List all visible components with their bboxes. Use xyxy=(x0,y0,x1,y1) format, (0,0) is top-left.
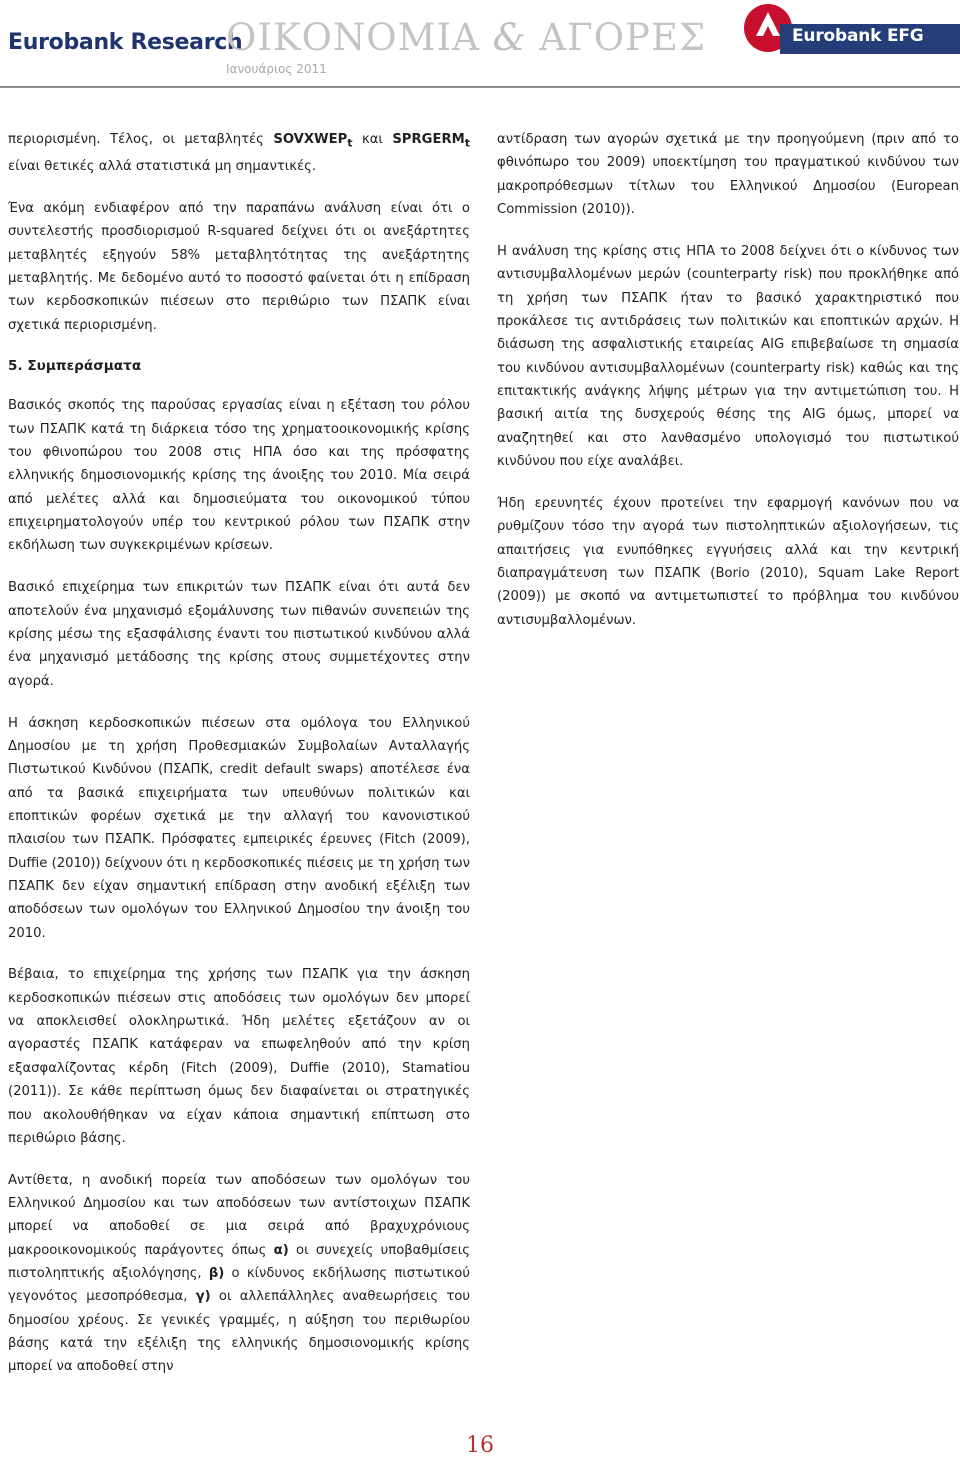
publication-date: Ιανουάριος 2011 xyxy=(226,62,327,76)
paragraph-3: Ήδη ερευνητές έχουν προτείνει την εφαρμογή κανόνων που να ρυθμίζουν τόσο την αγορά των πιστοληπτικών αξιολογήσεων, τις απαιτήσεις για ενυπόθηκες εγγυήσεις αλλά και την κεντρική διαπραγμάτευση των ΠΣΑΠΚ (Borio (2010), Squam Lake Report (2009)) με σκοπό να αντιμετωπιστεί το πρόβλημα του κινδύνου αντισυμβαλλομένων. xyxy=(497,495,959,628)
paragraph-5: Η άσκηση κερδοσκοπικών πιέσεων στα ομόλογα του Ελληνικού Δημοσίου με τη χρήση Προθεσμιακών Συμβολαίων Ανταλλαγής Πιστωτικού Κινδύνου (ΠΣΑΠΚ, credit default swaps) αποτέλεσε ένα από τα βασικά επιχειρήματα των υπευθύνων πολιτικών και εποπτικών φορέων σχετικά με την αλλαγή του κανονιστικού πλαισίου των ΠΣΑΠΚ. Πρόσφατες εμπειρικές έρευνες (Fitch (2009), Duffie (2010)) δείχνουν ότι η κερδοσκοπικές πιέσεις με τη χρήση των ΠΣΑΠΚ δεν είχαν σημαντική επίδραση στην ανοδική εξέλιξη των αποδόσεων των ομολόγων του Ελληνικού Δημοσίου την άνοιξη του 2010. xyxy=(8,715,470,941)
page-number: 16 xyxy=(466,1433,494,1458)
header-divider xyxy=(0,86,960,88)
logo-text: Eurobank EFG xyxy=(792,26,924,46)
page-header xyxy=(0,0,960,105)
text-run: είναι θετικές αλλά στατιστικά μη σημαντικές. xyxy=(8,158,317,174)
paragraph-2: Η ανάλυση της κρίσης στις ΗΠΑ το 2008 δείχνει ότι ο κίνδυνος των αντισυμβαλλομένων μερών (counterparty risk) που προκλήθηκε από τη χρήση των ΠΣΑΠΚ ήταν το βασικό χαρακτηριστικό που προκάλεσε τις αντιδράσεις των πολιτικών και εποπτικών αρχών. Η διάσωση της ασφαλιστικής εταιρείας AIG επιβεβαίωσε τη σημασία του κινδύνου αντισυμβαλλομένων (counterparty risk) καθώς και της επιτακτικής ανάγκης λήψης μέτρων για την αντιμετώπιση του. Η βασική αιτία της δυσχερούς θέσης της AIG όμως, μπορεί να αναζητηθεί και στο λανθασμένο υπολογισμό του πιστωτικού κινδύνου που είχε αναλάβει. xyxy=(497,243,959,469)
variable-name: SOVXWEP xyxy=(273,132,348,147)
left-column xyxy=(8,128,470,1397)
list-marker-a: α) xyxy=(273,1242,289,1258)
text-run: Αντίθετα, η ανοδική πορεία των αποδόσεων των ομολόγων του Ελληνικού Δημοσίου και των αποδόσεων των αντίστοιχων ΠΣΑΠΚ μπορεί να αποδοθεί σε μια σειρά από βραχυχρόνιους μακροοικονομικούς παράγοντες όπως xyxy=(8,1172,470,1258)
text-run: περιορισμένη. Τέλος, οι μεταβλητές xyxy=(8,132,274,147)
paragraph-7 xyxy=(8,1169,470,1379)
text-run: ο κίνδυνος εκδήλωσης πιστωτικού γεγονότος μεσοπρόθεσμα, xyxy=(8,1266,470,1305)
paragraph-1 xyxy=(8,128,470,178)
text-run: και xyxy=(352,132,393,147)
eurobank-efg-logo xyxy=(742,2,960,54)
variable-sovxwep xyxy=(273,132,353,150)
variable-name: SPRGERM xyxy=(392,132,465,147)
title-part-2: ΑΓΟΡΕΣ xyxy=(539,16,707,59)
title-ampersand: & xyxy=(492,16,527,59)
subscript: t xyxy=(347,136,353,150)
text-run: οι συνεχείς υποβαθμίσεις πιστοληπτικής αξιολόγησης, xyxy=(8,1242,470,1282)
text-run: οι αλλεπάλληλες αναθεωρήσεις του δημοσίου χρέους. Σε γενικές γραμμές, η αύξηση του περιθωρίου βάσης κατά την εξέλιξη της ελληνικής δημοσιονομικής κρίσης μπορεί να αποδοθεί στην xyxy=(8,1289,470,1375)
title-part-1: ΟΙΚΟΝΟΜΙΑ xyxy=(226,16,480,59)
list-marker-c: γ) xyxy=(195,1289,211,1305)
paragraph-4: Βασικό επιχείρημα των επικριτών των ΠΣΑΠΚ είναι ότι αυτά δεν αποτελούν ένα μηχανισμό εξομάλυνσης των πιθανών συνεπειών της κρίσης μέσω της εξασφάλισης έναντι του πιστωτικού κινδύνου αλλά ένα μηχανισμό μετάδοσης της κρίσης στους συμμετέχοντες στην αγορά. xyxy=(8,580,470,689)
right-column xyxy=(497,128,959,650)
paragraph-3: Βασικός σκοπός της παρούσας εργασίας είναι η εξέταση του ρόλου των ΠΣΑΠΚ κατά τη διάρκεια τόσο της χρηματοοικονομικής κρίσης του φθινοπώρου του 2008 στις ΗΠΑ όσο και της πρόσφατης ελληνικής δημοσιονομικής κρίσης της άνοιξης του 2010. Μία σειρά από μελέτες αλλά και δημοσιεύματα του οικονομικού τύπου επιχειρηματολογούν υπέρ του κεντρικού ρόλου των ΠΣΑΠΚ στην εκδήλωση των συγκεκριμένων κρίσεων. xyxy=(8,398,470,554)
paragraph-1: αντίδραση των αγορών σχετικά με την προηγούμενη (πριν από το φθινόπωρο του 2009) υποεκτίμηση του πραγματικού κινδύνου των μακροπρόθεσμων τίτλων του Ελληνικού Δημοσίου (European Commission (2010)). xyxy=(497,132,959,218)
publication-title xyxy=(226,16,706,59)
list-marker-b: β) xyxy=(208,1266,225,1282)
eurobank-research-logo: Eurobank Research xyxy=(8,30,243,55)
subscript: t xyxy=(464,136,471,150)
section-heading: 5. Συμπεράσματα xyxy=(8,358,142,375)
paragraph-2: Ένα ακόμη ενδιαφέρον από την παραπάνω ανάλυση είναι ότι ο συντελεστής προσδιορισμού R-squared δείχνει ότι οι ανεξάρτητες μεταβλητές εξηγούν 58% μεταβλητότητας της ανεξάρτητης μεταβλητής. Με δεδομένο αυτό το ποσοστό φαίνεται ότι η επίδραση των κερδοσκοπικών πιέσεων στο περιθώριο των ΠΣΑΠΚ είναι σχετικά περιορισμένη. xyxy=(8,200,470,333)
paragraph-6: Βέβαια, το επιχείρημα της χρήσης των ΠΣΑΠΚ για την άσκηση κερδοσκοπικών πιέσεων στις αποδόσεις των ομολόγων δεν μπορεί να αποκλεισθεί ολοκληρωτικά. Ήδη μελέτες εξετάζουν αν οι αγοραστές ΠΣΑΠΚ κατάφεραν να επωφεληθούν από την κρίση εξασφαλίζοντας κέρδη (Fitch (2009), Duffie (2010), Stamatiou (2011)). Σε κάθε περίπτωση όμως δεν διαφαίνεται οι στρατηγικές που ακολουθήθηκαν να είχαν κάποια σημαντική επίπτωση στο περιθώριο βάσης. xyxy=(8,967,470,1146)
variable-sprgerm xyxy=(392,132,471,150)
